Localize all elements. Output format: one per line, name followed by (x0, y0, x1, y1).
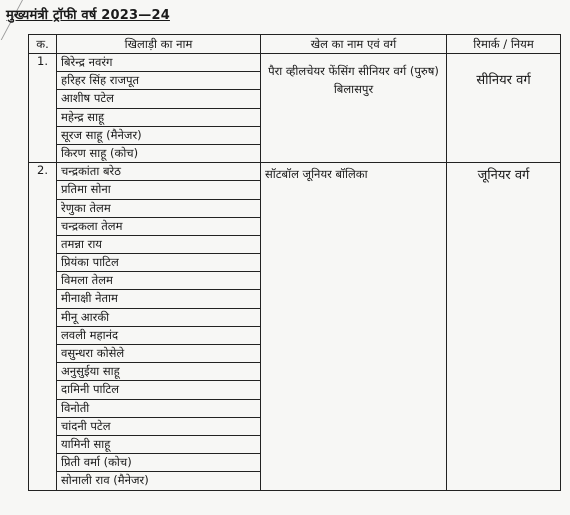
player-name: चन्द्रकांता बरेठ (57, 163, 261, 181)
header-player-name: खिलाड़ी का नाम (57, 35, 261, 54)
document-title: मुख्यमंत्री ट्रॉफी वर्ष 2023—24 (6, 8, 170, 23)
player-name: दामिनी पाटिल (57, 381, 261, 399)
player-name: बिरेन्द्र नवरंग (57, 54, 261, 72)
player-name: प्रियंका पाटिल (57, 254, 261, 272)
player-name: सूरज साहू (मैनेजर) (57, 126, 261, 144)
player-name: किरण साहू (कोच) (57, 144, 261, 162)
player-name: तमन्ना राय (57, 235, 261, 253)
player-name: आशीष पटेल (57, 90, 261, 108)
game-category: सॉटबॉल जूनियर बॉलिका (261, 163, 447, 490)
header-remark: रिमार्क / नियम (447, 35, 561, 54)
remark: सीनियर वर्ग (447, 54, 561, 163)
table-row (29, 54, 561, 72)
player-name: प्रिती वर्मा (कोच) (57, 454, 261, 472)
player-name: लवली महानंद (57, 326, 261, 344)
header-game-category: खेल का नाम एवं वर्ग (261, 35, 447, 54)
header-serial: क. (29, 35, 57, 54)
player-name: वसुन्धरा कोसेले (57, 345, 261, 363)
player-name: चांदनी पटेल (57, 417, 261, 435)
player-name: हरिहर सिंह राजपूत (57, 72, 261, 90)
player-name: यामिनी साहू (57, 435, 261, 453)
table-header-row (29, 35, 561, 54)
remark: जूनियर वर्ग (447, 163, 561, 490)
table-body (29, 54, 561, 491)
table-row (29, 163, 561, 181)
team-table (28, 34, 561, 491)
player-name: प्रतिमा सोना (57, 181, 261, 199)
game-category: पैरा व्हीलचेयर फेंसिंग सीनियर वर्ग (पुरुष) बिलासपुर (261, 54, 447, 163)
player-name: रेणुका तेलम (57, 199, 261, 217)
player-name: मीनाक्षी नेताम (57, 290, 261, 308)
player-name: चन्द्रकला तेलम (57, 217, 261, 235)
player-name: महेन्द्र साहू (57, 108, 261, 126)
player-name: मीनू आरकी (57, 308, 261, 326)
player-name: सोनाली राव (मैनेजर) (57, 472, 261, 490)
player-name: विनोती (57, 399, 261, 417)
player-name: विमला तेलम (57, 272, 261, 290)
serial-number: 1. (29, 54, 57, 163)
player-name: अनुसुईया साहू (57, 363, 261, 381)
serial-number: 2. (29, 163, 57, 490)
